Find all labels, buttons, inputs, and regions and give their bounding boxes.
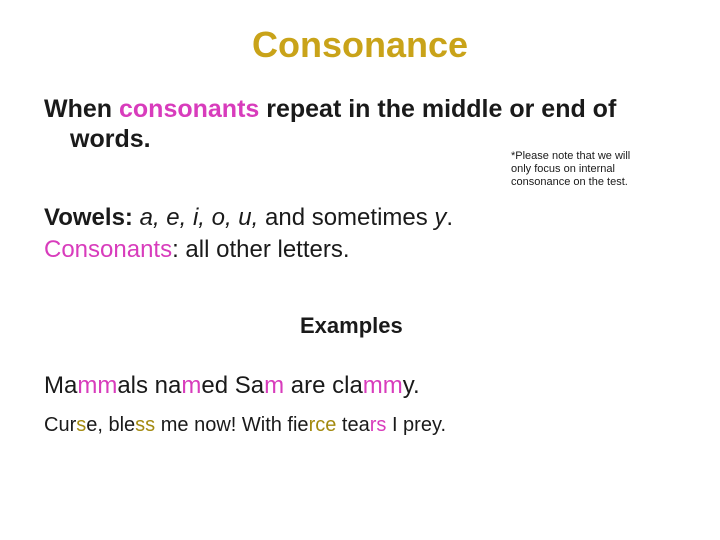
example-1	[44, 370, 684, 402]
vowels-rest: and sometimes	[258, 204, 435, 231]
example-2-highlight: s	[76, 414, 87, 436]
vowels-period: .	[446, 204, 454, 231]
letters-definition	[44, 202, 514, 266]
example-1-text: Ma	[44, 372, 78, 399]
consonants-line	[44, 234, 514, 266]
example-1-highlight: m	[264, 372, 285, 399]
definition-line2: words.	[70, 125, 151, 153]
slide-title: Consonance	[251, 24, 469, 65]
vowels-line	[44, 202, 514, 234]
vowel-letters: a, e, i, o, u,	[132, 204, 259, 231]
example-1-highlight: m	[181, 372, 202, 399]
examples-heading: Examples	[300, 313, 403, 338]
definition-text	[44, 94, 664, 154]
example-2	[44, 411, 684, 439]
vowel-y: y	[434, 204, 447, 231]
example-1-text: ed Sa	[201, 372, 265, 399]
example-2-highlight: rce	[308, 414, 337, 436]
consonants-rest: : all other letters.	[172, 236, 350, 263]
example-1-text: y.	[402, 372, 420, 399]
definition-part2: repeat in the middle or end of	[259, 95, 617, 123]
example-1-highlight: mm	[77, 372, 118, 399]
definition-highlight-consonants: consonants	[119, 95, 260, 123]
example-2-text: tea	[336, 414, 370, 436]
example-2-text: me now! With fie	[155, 414, 309, 436]
example-1-text: als na	[117, 372, 182, 399]
example-2-text: e, ble	[86, 414, 136, 436]
example-2-highlight: ss	[135, 414, 156, 436]
example-2-text: Cur	[44, 414, 77, 436]
vowels-label: Vowels:	[44, 204, 133, 231]
side-note: *Please note that we will only focus on internal consonance on the test.	[511, 150, 631, 188]
definition-part1: When	[44, 95, 119, 123]
example-1-highlight: mm	[362, 372, 403, 399]
example-2-text: I prey.	[386, 414, 447, 436]
example-2-highlight: rs	[369, 414, 387, 436]
consonants-label: Consonants	[44, 236, 173, 263]
example-1-text: are cla	[284, 372, 363, 399]
